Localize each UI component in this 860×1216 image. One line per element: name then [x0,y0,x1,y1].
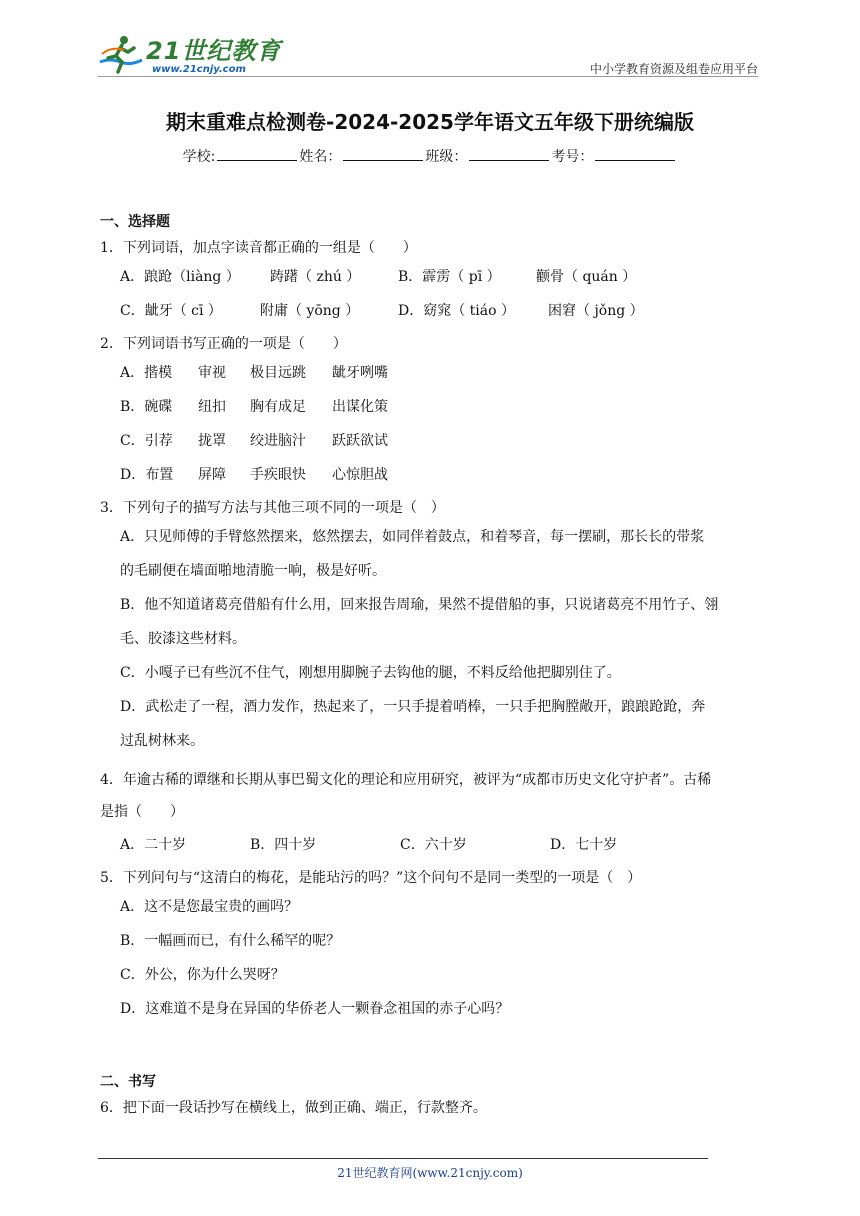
option-d[interactable] [120,458,770,492]
option-c[interactable]: C．六十岁 [400,837,467,853]
exam-content [100,212,770,1118]
question-stem: 2．下列词语书写正确的一项是（ ） [100,336,347,352]
option-text: A．只见师傅的手臂悠然摆来，悠然摆去，如同伴着鼓点，和着琴音，每一摆刷，那长长的带浆 [120,529,705,545]
platform-name: 中小学教育资源及组卷应用平台 [589,62,758,76]
word: 胸有成足 [250,399,306,415]
option-a[interactable] [100,520,770,588]
question-stem: 3．下列句子的描写方法与其他三项不同的一项是（ ） [100,500,445,516]
option-text: 毛、胶漆这些材料。 [120,631,246,647]
question-stem-cont: 是指（ ） [100,804,184,820]
name-blank[interactable] [343,146,423,161]
word: C．引荐 [120,433,173,449]
site-logo[interactable] [98,32,281,76]
option-b1[interactable]: B．霹雳（ pī ） [398,269,501,285]
word: 极目远跳 [250,365,306,381]
word: B．碗碟 [120,399,173,415]
word: 心惊胆战 [332,467,388,483]
question-4 [100,764,770,862]
option-b2: 颧骨（ quán ） [536,269,637,285]
number-label: 考号： [551,149,594,165]
runner-logo-icon [98,32,146,76]
option-b[interactable]: B．四十岁 [250,837,317,853]
question-6 [100,1098,770,1118]
option-a2: 踌躇（ zhú ） [270,269,361,285]
option-c[interactable] [120,424,770,458]
word: D．布置 [120,467,174,483]
option-c[interactable] [100,656,770,690]
page-title: 期末重难点检测卷-2024-2025学年语文五年级下册统编版 [166,110,694,134]
word: 跃跃欲试 [332,433,388,449]
word: 审视 [198,365,226,381]
option-c2: 附庸（ yōng ） [260,303,360,319]
number-blank[interactable] [595,146,675,161]
option-b[interactable] [100,588,770,656]
student-info-line [0,146,860,166]
school-label: 学校: [182,149,216,165]
option-text: C．小嘎子已有些沉不住气，刚想用脚腕子去钩他的腿，不料反给他把脚别住了。 [120,665,621,681]
name-label: 姓名： [299,149,342,165]
option-c1[interactable]: C．龇牙（ cī ） [120,303,222,319]
option-a1[interactable]: A．踉跄（liàng ） [120,269,240,285]
word: 拢罩 [198,433,226,449]
option-d[interactable]: D．七十岁 [550,837,618,853]
footer-text[interactable]: 21世纪教育网(www.21cnjy.com) [337,1166,523,1180]
option-b[interactable] [120,390,770,424]
question-3 [100,498,770,758]
word: A．揩模 [120,365,173,381]
question-stem: 6．把下面一段话抄写在横线上，做到正确、端正，行款整齐。 [100,1100,487,1116]
question-stem: 1．下列词语，加点字读音都正确的一组是（ ） [100,240,417,256]
word: 龇牙咧嘴 [332,365,388,381]
option-a[interactable]: A．二十岁 [120,837,187,853]
option-c[interactable]: C．外公，你为什么哭呀？ [120,967,285,983]
section-heading: 二、书写 [100,1074,156,1090]
option-text: D．武松走了一程，酒力发作，热起来了，一只手提着哨棒，一只手把胸膛敞开，踉踉跄跄，奔 [120,699,706,715]
question-stem: 4．年逾古稀的谭继和长期从事巴蜀文化的理论和应用研究，被评为“成都市历史文化守护者”。古稀 [100,772,712,788]
option-b[interactable]: B．一幅画而已，有什么稀罕的呢？ [120,933,341,949]
option-text: B．他不知道诸葛亮借船有什么用，回来报告周瑜，果然不提借船的事，只说诸葛亮不用竹子、翎 [120,597,719,613]
word: 绞进脑汁 [250,433,306,449]
question-1 [100,238,770,328]
option-a[interactable]: A．这不是您最宝贵的画吗？ [120,899,299,915]
word: 纽扣 [198,399,226,415]
logo-text: 21世纪教育 [146,37,282,65]
school-blank[interactable] [217,146,297,161]
class-blank[interactable] [469,146,549,161]
option-text: 的毛刷便在墙面啪地清脆一响，极是好听。 [120,563,386,579]
class-label: 班级： [425,149,468,165]
word: 出谋化策 [332,399,388,415]
question-5 [100,868,770,1026]
footer-divider [98,1158,708,1159]
question-2 [100,334,770,492]
section-heading: 一、选择题 [100,214,170,230]
logo-url: www.21cnjy.com [152,64,246,75]
option-d[interactable]: D．这难道不是身在异国的华侨老人一颗眷念祖国的赤子心吗？ [120,1001,510,1017]
option-a[interactable] [120,356,770,390]
question-stem: 5．下列问句与“这清白的梅花，是能玷污的吗？”这个问句不是同一类型的一项是（ ） [100,870,642,886]
header-divider [98,76,758,77]
word: 手疾眼快 [250,467,306,483]
option-text: 过乱树林来。 [120,733,204,749]
option-d2: 困窘（ jǒng ） [548,303,644,319]
word: 屏障 [198,467,226,483]
option-d1[interactable]: D．窈窕（ tiáo ） [398,303,516,319]
page-header [98,30,758,78]
option-d[interactable] [100,690,770,758]
